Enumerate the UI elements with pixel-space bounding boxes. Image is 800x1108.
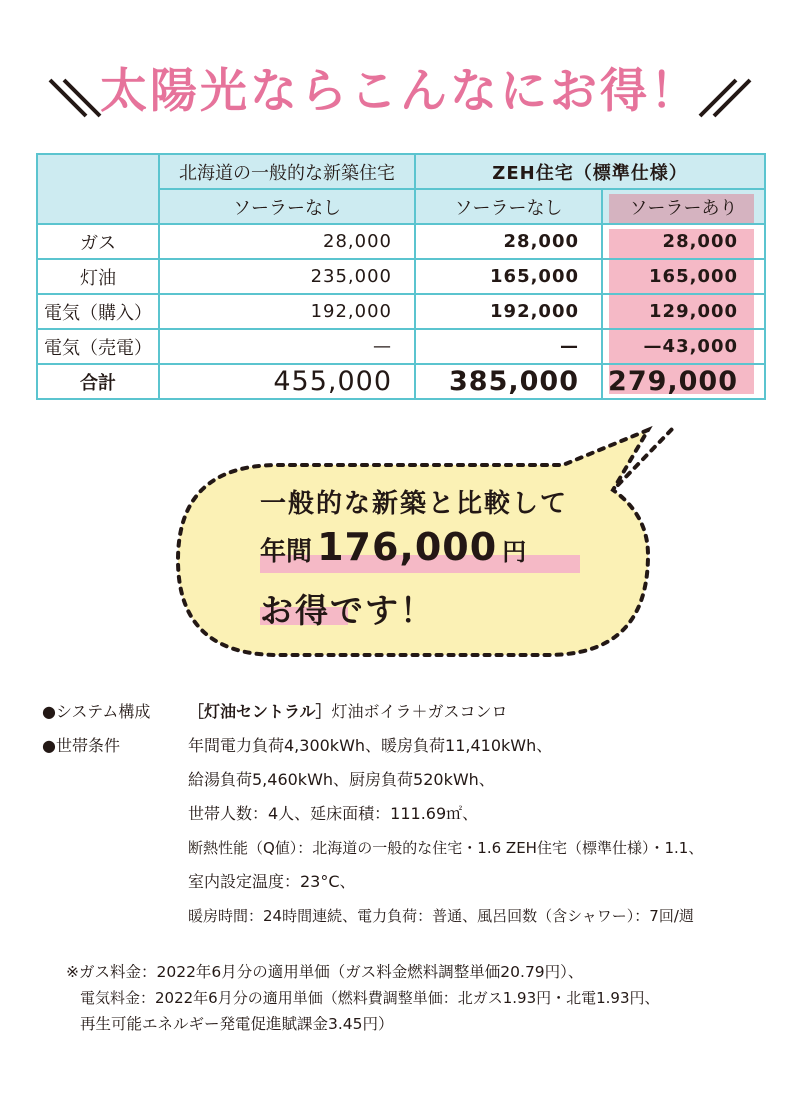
callout-line1: 一般的な新築と比較して bbox=[260, 489, 569, 519]
table-header-row-1 bbox=[37, 154, 765, 189]
value-cell: 192,000 bbox=[415, 294, 602, 329]
value-text: 165,000 bbox=[649, 266, 739, 287]
table-row bbox=[37, 224, 765, 259]
value-cell: 385,000 bbox=[415, 364, 602, 399]
value-cell-highlight bbox=[602, 294, 765, 329]
condition-value-text: 灯油ボイラ＋ガスコンロ bbox=[331, 702, 508, 721]
value-cell-highlight bbox=[602, 329, 765, 364]
comparison-table bbox=[36, 153, 766, 400]
note-line: 電気料金：2022年6月分の適用単価（燃料費調整単価：北ガス1.93円・北電1.93円、 bbox=[80, 989, 660, 1007]
condition-value: 暖房時間：24時間連続、電力負荷：普通、風呂回数（含シャワー）：7回/週 bbox=[188, 907, 694, 925]
value-text: 129,000 bbox=[649, 301, 739, 322]
value-cell-highlight bbox=[602, 364, 765, 399]
condition-value: 年間電力負荷4,300kWh、暖房負荷11,410kWh、 bbox=[188, 736, 553, 755]
value-cell: 455,000 bbox=[159, 364, 415, 399]
callout-text bbox=[178, 455, 648, 655]
subheader-label: ソーラーなし bbox=[233, 197, 341, 219]
table-row bbox=[37, 329, 765, 364]
subheader-cell bbox=[159, 189, 415, 224]
condition-label: ●システム構成 bbox=[42, 702, 151, 721]
condition-value-bold: ［灯油セントラル］ bbox=[188, 702, 332, 721]
right-slash-decoration bbox=[694, 72, 754, 122]
subheader-cell bbox=[415, 189, 602, 224]
row-label: 電気（購入） bbox=[37, 294, 159, 329]
value-cell: 235,000 bbox=[159, 259, 415, 294]
value-cell: 28,000 bbox=[415, 224, 602, 259]
callout-line2 bbox=[260, 525, 526, 581]
table-corner-cell bbox=[37, 154, 159, 224]
savings-callout bbox=[178, 455, 648, 655]
condition-value: 給湯負荷5,460kWh、厨房負荷520kWh、 bbox=[188, 770, 495, 789]
value-text: 279,000 bbox=[608, 366, 739, 397]
note-line: 再生可能エネルギー発電促進賦課金3.45円） bbox=[80, 1015, 394, 1033]
condition-value bbox=[188, 700, 508, 724]
table-row bbox=[37, 259, 765, 294]
value-text: —43,000 bbox=[643, 336, 739, 357]
row-label: 灯油 bbox=[37, 259, 159, 294]
value-cell-highlight bbox=[602, 259, 765, 294]
value-text: 28,000 bbox=[662, 231, 739, 252]
row-label: 電気（売電） bbox=[37, 329, 159, 364]
condition-value: 断熱性能（Q値）：北海道の一般的な住宅・1.6 ZEH住宅（標準仕様）・1.1、 bbox=[188, 839, 704, 857]
condition-label: ●世帯条件 bbox=[42, 736, 120, 755]
subheader-label: ソーラーあり bbox=[629, 197, 738, 219]
callout-amount: 176,000 bbox=[317, 525, 498, 569]
page-title: 太陽光ならこんなにお得！ bbox=[100, 64, 700, 119]
subheader-label: ソーラーなし bbox=[454, 197, 563, 219]
callout-otoku: お得です！ bbox=[260, 591, 435, 630]
table-total-row bbox=[37, 364, 765, 399]
value-cell-highlight bbox=[602, 224, 765, 259]
table-row bbox=[37, 294, 765, 329]
callout-line3 bbox=[260, 585, 435, 635]
header-group-a: 北海道の一般的な新築住宅 bbox=[159, 154, 415, 189]
value-cell: 28,000 bbox=[159, 224, 415, 259]
title-area bbox=[0, 52, 800, 132]
value-cell: — bbox=[159, 329, 415, 364]
condition-value: 世帯人数：4人、延床面積：111.69㎡、 bbox=[188, 804, 479, 823]
value-cell: 192,000 bbox=[159, 294, 415, 329]
header-group-b: ZEH住宅（標準仕様） bbox=[415, 154, 765, 189]
value-cell: — bbox=[415, 329, 602, 364]
row-label: 合計 bbox=[37, 364, 159, 399]
condition-value: 室内設定温度：23°C、 bbox=[188, 872, 356, 891]
callout-prefix: 年間 bbox=[260, 537, 313, 567]
value-cell: 165,000 bbox=[415, 259, 602, 294]
callout-unit: 円 bbox=[502, 538, 527, 566]
row-label: ガス bbox=[37, 224, 159, 259]
subheader-cell-highlight bbox=[602, 189, 765, 224]
note-line: ※ガス料金：2022年6月分の適用単価（ガス料金燃料調整単価20.79円）、 bbox=[66, 963, 584, 981]
